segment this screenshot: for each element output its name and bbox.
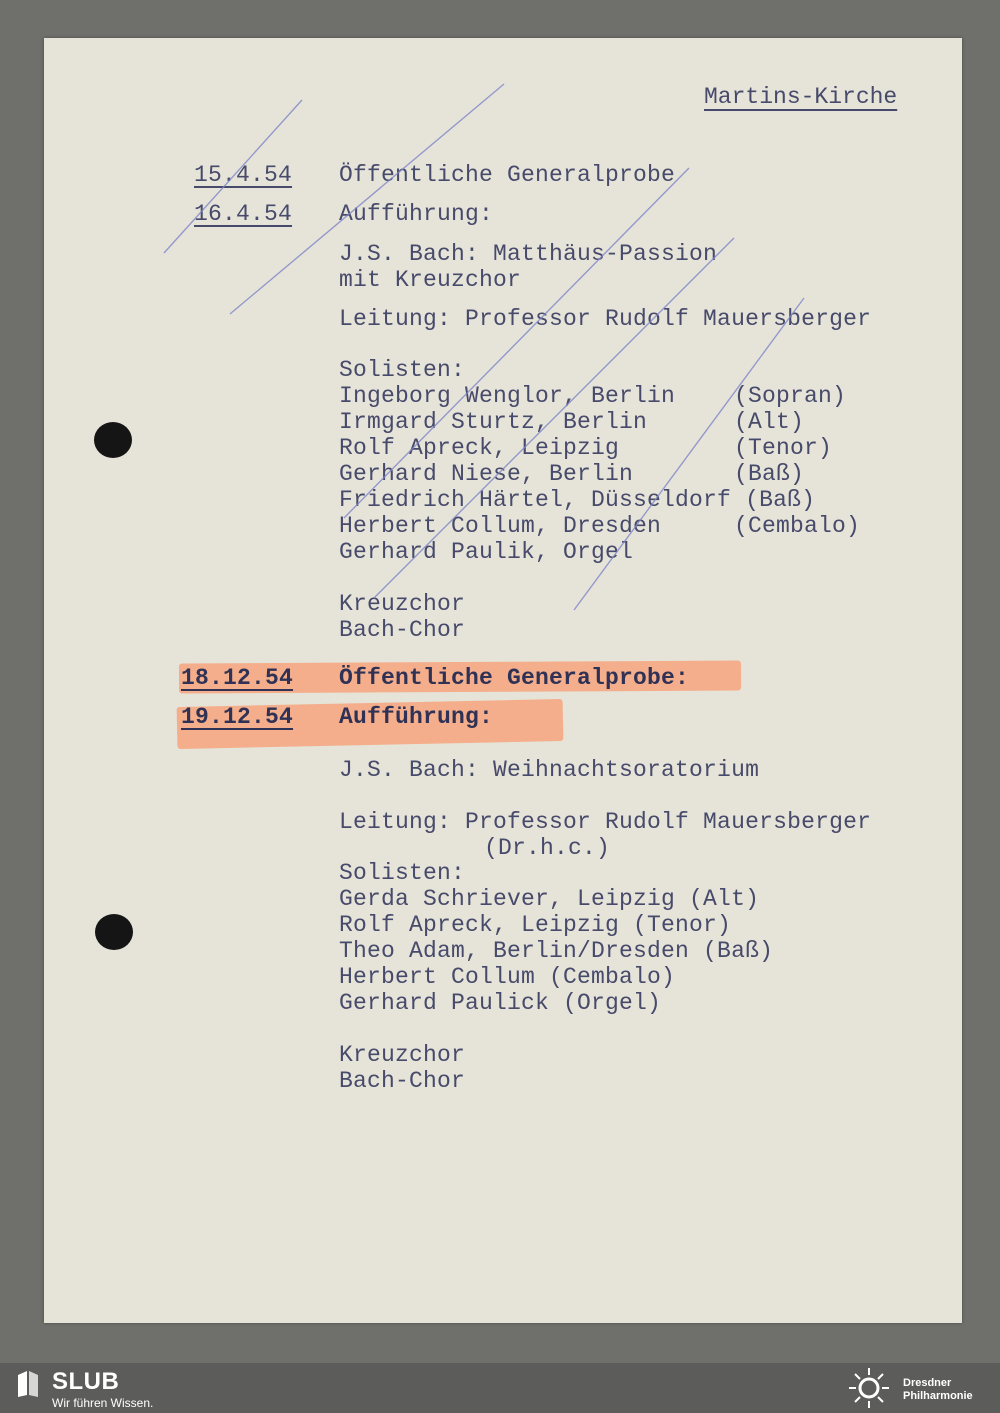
event2-work (44, 757, 962, 787)
soloist-role: (Cembalo) (734, 513, 861, 539)
event2-performance-row (44, 704, 962, 734)
slub-logo-icon (14, 1369, 42, 1399)
event1-rehearsal-date: 15.4.54 (194, 162, 293, 188)
event1-work-title: J.S. Bach: Matthäus-Passion (339, 241, 718, 267)
soloist-role: (Baß) (734, 461, 805, 487)
event1-performance-label: Aufführung: (339, 201, 494, 227)
event1-soloists-heading-text: Solisten: (339, 357, 466, 383)
soloist-name: Gerhard Niese, Berlin (339, 461, 634, 487)
event1-work-line2 (44, 267, 962, 297)
event2-rehearsal-date: 18.12.54 (181, 665, 294, 691)
choir-name: Kreuzchor (339, 591, 466, 617)
slub-slogan: Wir führen Wissen. (52, 1396, 154, 1410)
event2-rehearsal-label: Öffentliche Generalprobe: (339, 665, 690, 691)
event2-conductor-title-text: (Dr.h.c.) (484, 835, 611, 861)
philharmonie-line2: Philharmonie (903, 1390, 973, 1402)
event1-performance-row (44, 201, 962, 231)
event1-performance-date: 16.4.54 (194, 201, 293, 227)
choir-name: Kreuzchor (339, 1042, 466, 1068)
slub-brand: SLUB (52, 1368, 120, 1395)
event2-work-title: J.S. Bach: Weihnachtsoratorium (339, 757, 760, 783)
soloist-name: Friedrich Härtel, Düsseldorf (Baß) (339, 487, 816, 513)
soloist-name: Gerda Schriever, Leipzig (Alt) (339, 886, 760, 912)
philharmonie-name (903, 1377, 973, 1403)
soloist-name: Gerhard Paulik, Orgel (339, 539, 634, 565)
event2-rehearsal-row (44, 665, 962, 695)
soloist-role: (Tenor) (734, 435, 833, 461)
philharmonie-line1: Dresdner (903, 1377, 952, 1389)
philharmonie-logo-icon (842, 1366, 896, 1410)
event2-soloist (44, 990, 962, 1020)
event1-soloist (44, 539, 962, 569)
event1-conductor-text: Leitung: Professor Rudolf Mauersberger (339, 306, 872, 332)
document-page (44, 38, 962, 1323)
soloist-role: (Sopran) (734, 383, 847, 409)
event2-choir (44, 1068, 962, 1098)
event2-performance-date: 19.12.54 (181, 704, 294, 730)
event1-rehearsal-row (44, 162, 962, 192)
soloist-name: Theo Adam, Berlin/Dresden (Baß) (339, 938, 774, 964)
choir-name: Bach-Chor (339, 1068, 466, 1094)
soloist-name: Rolf Apreck, Leipzig (339, 435, 620, 461)
soloist-name: Ingeborg Wenglor, Berlin (339, 383, 676, 409)
soloist-name: Irmgard Sturtz, Berlin (339, 409, 648, 435)
soloist-name: Herbert Collum (Cembalo) (339, 964, 676, 990)
soloist-name: Rolf Apreck, Leipzig (Tenor) (339, 912, 732, 938)
event2-conductor-text: Leitung: Professor Rudolf Mauersberger (339, 809, 872, 835)
soloist-name: Gerhard Paulick (Orgel) (339, 990, 662, 1016)
soloist-name: Herbert Collum, Dresden (339, 513, 662, 539)
event1-work-choir: mit Kreuzchor (339, 267, 522, 293)
event2-performance-label: Aufführung: (339, 704, 494, 730)
event1-conductor (44, 306, 962, 336)
church-title: Martins-Kirche (704, 84, 898, 110)
event1-rehearsal-label: Öffentliche Generalprobe (339, 162, 676, 188)
footer-bar (0, 1363, 1000, 1413)
event2-soloists-heading-text: Solisten: (339, 860, 466, 886)
event1-choir (44, 617, 962, 647)
choir-name: Bach-Chor (339, 617, 466, 643)
soloist-role: (Alt) (734, 409, 805, 435)
